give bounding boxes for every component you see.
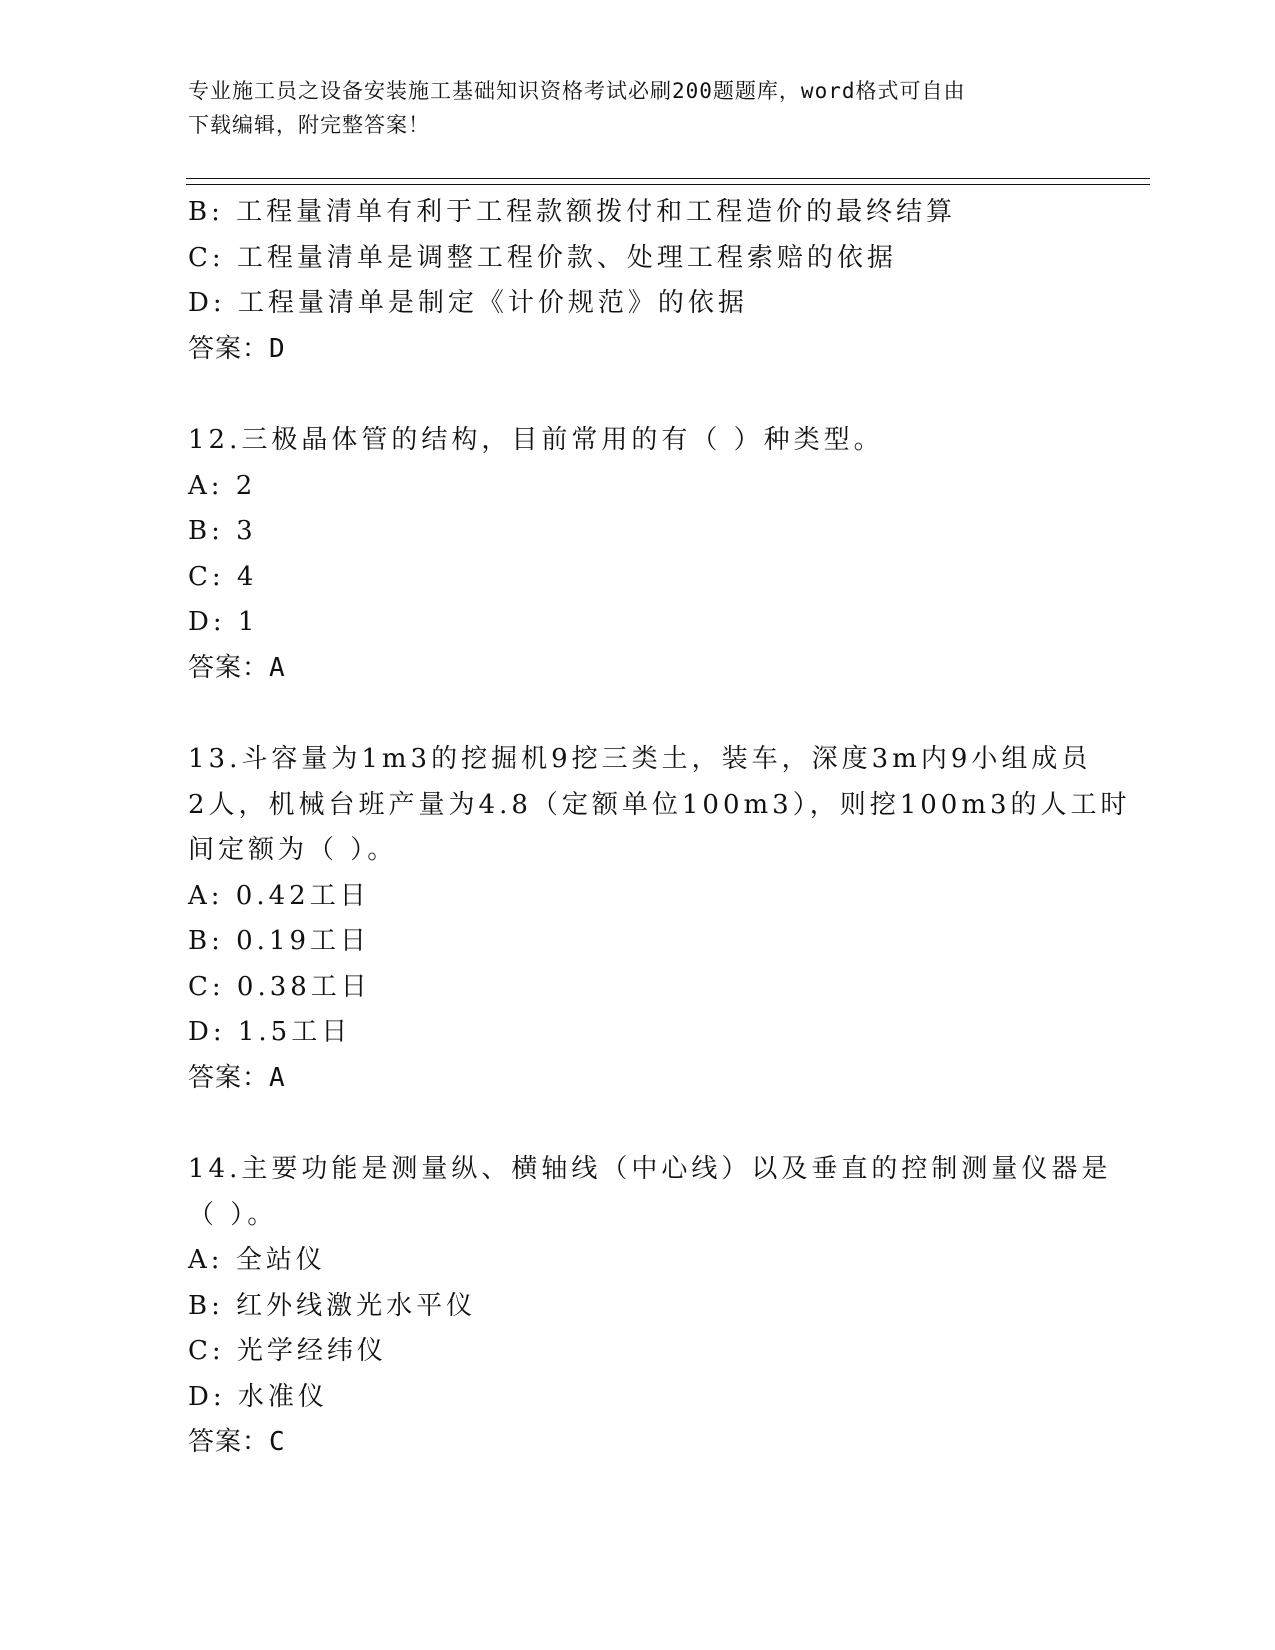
question-text-line-2: 2人，机械台班产量为4.8（定额单位100m3），则挖100m3的人工时 xyxy=(188,789,1131,820)
option-b: B: 0.19工日 xyxy=(188,926,371,956)
document-header xyxy=(188,74,1068,142)
question-text-line-3: 间定额为（ ）。 xyxy=(188,835,398,865)
question-block-12 xyxy=(188,418,1088,691)
answer-line: 答案：A xyxy=(188,1062,286,1093)
option-c: C: 0.38工日 xyxy=(188,971,371,1002)
option-d: D: 1.5工日 xyxy=(188,1017,352,1047)
option-d: D: 工程量清单是制定《计价规范》的依据 xyxy=(188,288,748,318)
option-a: A: 全站仪 xyxy=(188,1245,326,1275)
option-d: D: 水准仪 xyxy=(188,1381,328,1412)
option-c: C: 工程量清单是调整工程价款、处理工程索赔的依据 xyxy=(188,242,897,273)
spacer xyxy=(188,1101,1088,1147)
header-rule-top xyxy=(186,178,1150,179)
header-line-2: 下载编辑，附完整答案！ xyxy=(188,113,430,137)
option-c: C: 光学经纬仪 xyxy=(188,1336,387,1366)
question-text-line-1: 13.斗容量为1m3的挖掘机9挖三类土，装车，深度3m内9小组成员 xyxy=(188,744,1092,774)
question-block-prev xyxy=(188,190,1088,372)
option-b: B: 工程量清单有利于工程款额拨付和工程造价的最终结算 xyxy=(188,197,957,227)
question-block-13 xyxy=(188,737,1131,1101)
option-a: A: 2 xyxy=(188,470,257,501)
question-text: 12.三极晶体管的结构，目前常用的有（ ）种类型。 xyxy=(188,425,884,455)
answer-line: 答案：D xyxy=(188,333,286,364)
option-d: D: 1 xyxy=(188,607,259,637)
spacer xyxy=(188,691,1088,737)
answer-line: 答案：A xyxy=(188,652,286,683)
header-rule-bottom xyxy=(186,184,1150,185)
question-block-14 xyxy=(188,1147,1112,1466)
spacer xyxy=(188,372,1088,418)
question-list xyxy=(188,190,1131,1466)
option-b: B: 3 xyxy=(188,516,257,546)
header-line-1: 专业施工员之设备安装施工基础知识资格考试必刷200题题库，word格式可自由 xyxy=(188,79,966,103)
answer-line: 答案：C xyxy=(188,1427,286,1457)
question-text-line-1: 14.主要功能是测量纵、横轴线（中心线）以及垂直的控制测量仪器是 xyxy=(188,1154,1112,1184)
option-a: A: 0.42工日 xyxy=(188,880,370,911)
option-c: C: 4 xyxy=(188,561,258,592)
option-b: B: 红外线激光水平仪 xyxy=(188,1290,477,1321)
question-text-line-2: （ ）。 xyxy=(188,1199,278,1230)
